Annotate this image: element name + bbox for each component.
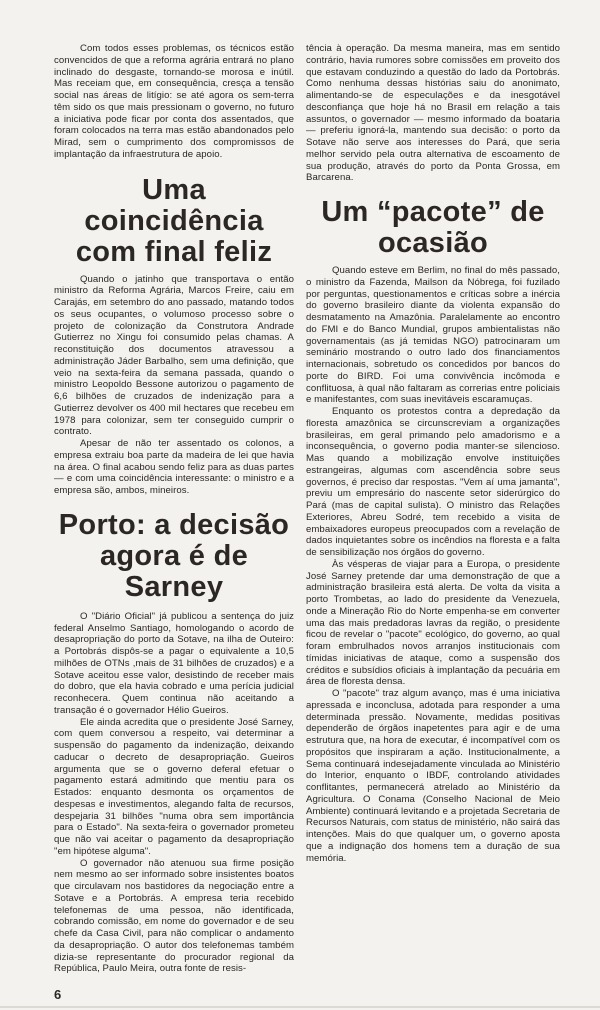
article-paragraph: O "Diário Oficial" já publicou a sentença do juiz federal Anselmo Santiago, homologando o acordo de desapropriação do porto da Sotave, na ilha de Outeiro: a Portobrás dispôs-se a pagar o equivalente a 10,5 milhões de OTNs ,mais de 31 bilhões de cruzados) e a Sotave aceitou esse valor, desistindo de receber mais do dobro, que ela havia cobrado e uma perícia judicial reconhecera. Quem continua não aceitando a transação é o governador Hélio Gueiros. (54, 610, 294, 716)
continuation-paragraph: tência à operação. Da mesma maneira, mas em sentido contrário, havia rumores sobre comissões em proveito dos que estavam conduzindo a questão do lado da Portobrás. Como nenhuma dessas histórias saiu do anonimato, alimentando-se de especulações e da inesgotável desconfiança que hoje há no Brasil em relação a tais assuntos, o governador — mesmo informado da boataria — preferiu ignorá-la, mantendo sua decisão: o porto da Sotave não serve aos interesses do Pará, que seria melhor servido pela outra alternativa de escoamento de sua produção, através do porto da Ponta Grossa, em Barcarena. (306, 43, 560, 184)
article-paragraph: Às vésperas de viajar para a Europa, o presidente José Sarney pretende dar uma demonstração de que a administração brasileira está alerta. De volta da visita a porto Trombetas, ao lado do presidente da Venezuela, onde a Mineração Rio do Norte empenha-se em converter uma das mais predadoras lavras da região, o presidente ficou de revelar o "pacote" ecológico, do governo, ao qual foram embrulhados novos arranjos institucionais com tímidas iniciativas de ataque, como a suspensão dos créditos e subsídios oficiais à implantação da pecuária em área de floresta densa. (306, 558, 560, 688)
headline-pacote: Um “pacote” de ocasião (321, 196, 545, 259)
bottom-edge (0, 1006, 600, 1008)
right-column (306, 43, 560, 864)
article-paragraph: Quando o jatinho que transportava o então ministro da Reforma Agrária, Marcos Freire, caiu em Carajás, em setembro do ano passado, matando todos os seus ocupantes, o volumoso processo sobre o projeto de colonização da Construtora Andrade Gutierrez no Xingu foi consumido pelas chamas. A reconstituição dos documentos atravessou a administração Jáder Barbalho, sem uma definição, que veio na sexta-feira da semana passada, quando o ministro Leopoldo Bessone autorizou o pagamento de 6,6 bilhões de cruzados de indenização para a Gutierrez devolver os 400 mil hectares que recebeu em 1978 para colonizar, sem ter conseguido cumprir o contrato. (54, 273, 294, 438)
left-column (54, 43, 294, 1002)
headline-coincidencia: Uma coincidência com final feliz (75, 173, 273, 268)
article-paragraph: Apesar de não ter assentado os colonos, a empresa extraiu boa parte da madeira de lei que havia na área. O final acabou sendo feliz para as duas partes — e com uma coincidência interessante: o ministro e a empresa são, ambos, mineiros. (54, 438, 294, 496)
intro-paragraph: Com todos esses problemas, os técnicos estão convencidos de que a reforma agrária entrará no plano inclinado do desgaste, tornando-se morosa e inútil. Mas receiam que, em consequência, cresça a tensão social nas áreas de litígio: se até agora os sem-terra têm sido os que mais pressionam o governo, no futuro a iniciativa pode ficar por conta dos assentados, que foram colocados na terra mas estão abandonados pelo Mirad, sem o cumprimento dos compromissos de implantação da infraestrutura de apoio. (54, 43, 294, 160)
article-paragraph: Quando esteve em Berlim, no final do mês passado, o ministro da Fazenda, Mailson da Nóbrega, foi fuzilado por perguntas, questionamentos e críticas sobre a inércia do governo brasileiro diante da violenta expansão do desmatamento na Amazônia. Paralelamente ao encontro do FMI e do Banco Mundial, grupos ambientalistas não governamentais (as já temidas NGO) patrocinaram um seminário mostrando o outro lado dos financiamentos internacionais, sobretudo os concedidos por bancos do porte do BIRD. Foi uma convivência incômoda e conflituosa, à qual não faltaram as correrias entre policiais e manifestantes, com suas inevitáveis escaramuças. (306, 265, 560, 406)
headline-porto: Porto: a decisão agora é de Sarney (58, 508, 290, 603)
article-paragraph: Ele ainda acredita que o presidente José Sarney, com quem conversou a respeito, vai determinar a suspensão do pagamento da indenização, deixando caducar o decreto de desapropriação. Gueiros argumenta que se o governo deferal efetuar o pagamento estará admitindo que mentiu para os Estados: enquanto desmonta os orçamentos de despesas e investimentos, alegando falta de recursos, despejaria 31 bilhões "numa obra sem importância para o Estado". Na sexta-feira o governador prometeu que não vai aceitar o pagamento da desapropriação "em hipótese alguma". (54, 716, 294, 857)
article-paragraph: Enquanto os protestos contra a depredação da floresta amazônica se circunscreviam a organizações brasileiras, em geral primando pelo amadorismo e a inconsequência, o governo podia manter-se silencioso. Mas quando a mobilização envolve instituições estrangeiras, algumas com ascendência sobre seus governos, é preciso dar respostas. "Vem aí uma jamanta", previu um empresário do nascente setor siderúrgico do Pará (mas de capital sulista). O ministro das Relações Exteriores, Abreu Sodré, tem recebido a visita de embaixadores europeus preocupados com a revelação de dados inquietantes sobre os incêndios na floresta e a falta de sensibilização nos órgãos do governo. (306, 406, 560, 558)
page-number: 6 (54, 987, 62, 1002)
article-paragraph: O "pacote" traz algum avanço, mas é uma iniciativa apressada e inconclusa, adotada para responder a uma determinada pressão. Novamente, medidas positivas dependerão de órgãos inapetentes para agir e de uma estrutura que, na hora de executar, é incompatível com os propósitos que inspiraram a ação. Institucionalmente, a Sema continuará indesejadamente vinculada ao Ministério do Interior, enquanto o IBDF, controlando atividades conflitantes, permanecerá atrelado ao Ministério da Agricultura. O Conama (Conselho Nacional de Meio Ambiente) continuará levitando e a projetada Secretaria de Recursos Naturais, com status de ministério, não sairá das intenções. Mais do que qualquer um, o governo aposta que a indignação dos homens tem a duração de sua memória. (306, 688, 560, 864)
article-paragraph: O governador não atenuou sua firme posição nem mesmo ao ser informado sobre insistentes boatos que circulavam nos bastidores da negociação entre a Sotave e a Portobrás. A empresa teria recebido telefonemas de uma pessoa, não identificada, cobrando comissão, em nome do governador e de seu chefe da Casa Civil, para não complicar o andamento da desapropriação. O autor dos telefonemas também dizia-se representante do procurador regional da República, Paulo Meira, outra fonte de resis- (54, 857, 294, 975)
